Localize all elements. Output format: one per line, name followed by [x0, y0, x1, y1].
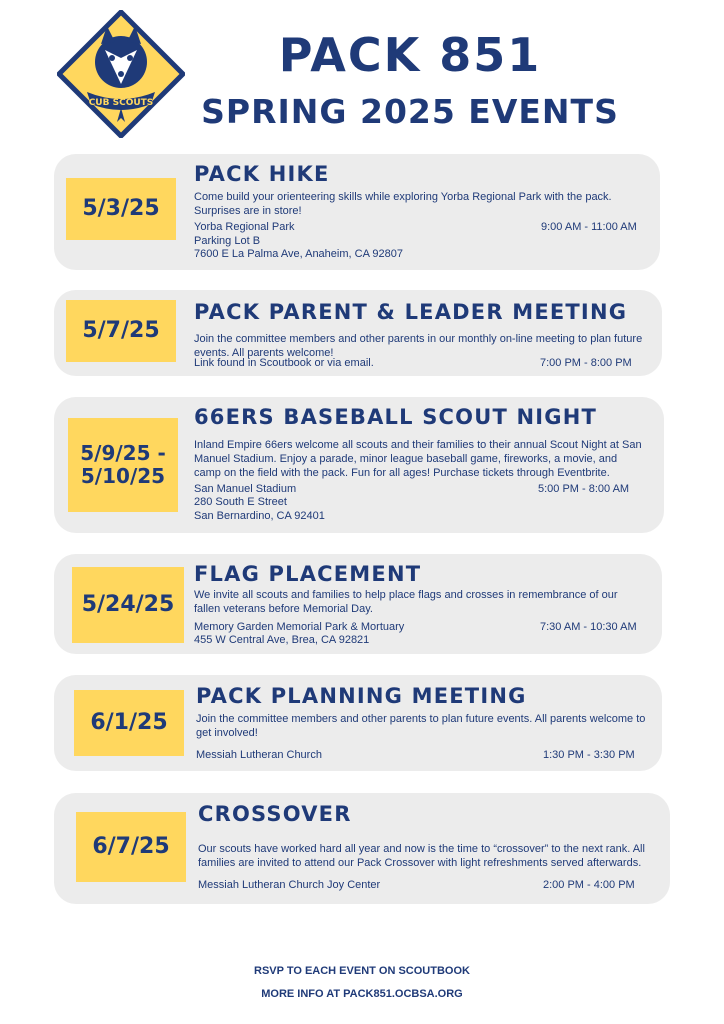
event-date: 6/7/25 [76, 812, 186, 882]
event-location: Yorba Regional Park [194, 221, 295, 233]
event-time: 7:00 PM - 8:00 PM [540, 357, 632, 369]
event-time: 7:30 AM - 10:30 AM [540, 621, 637, 633]
event-title: PACK PLANNING MEETING [196, 684, 527, 708]
event-time: 1:30 PM - 3:30 PM [543, 749, 635, 761]
event-description: Join the committee members and other parents in our monthly on-line meeting to plan future events. All parents welcome! [194, 333, 643, 359]
event-address-line: 280 South E Street [194, 496, 287, 508]
event-description: Join the committee members and other parents to plan future events. All parents welcome to get involved! [196, 713, 646, 739]
event-time: 5:00 PM - 8:00 AM [538, 483, 630, 495]
event-title: FLAG PLACEMENT [194, 562, 422, 586]
event-date: 5/9/25 - 5/10/25 [68, 418, 178, 512]
event-location: Messiah Lutheran Church Joy Center [198, 879, 381, 891]
event-title: PACK PARENT & LEADER MEETING [194, 300, 628, 324]
event-location: Messiah Lutheran Church [196, 749, 322, 761]
cub-scouts-logo [57, 10, 185, 138]
event-title: PACK HIKE [194, 162, 330, 186]
event-date: 5/24/25 [72, 567, 184, 643]
event-description: We invite all scouts and families to help place flags and crosses in remembrance of our fallen veterans before Memorial Day. [194, 589, 618, 615]
event-location: Memory Garden Memorial Park & Mortuary [194, 621, 405, 633]
event-location: Link found in Scoutbook or via email. [194, 357, 374, 369]
event-address-line: Parking Lot B [194, 235, 261, 247]
event-address-line: 7600 E La Palma Ave, Anaheim, CA 92807 [194, 248, 403, 260]
event-title: CROSSOVER [198, 802, 352, 826]
event-location: San Manuel Stadium [194, 483, 297, 495]
event-date: 6/1/25 [74, 690, 184, 756]
event-time: 2:00 PM - 4:00 PM [543, 879, 635, 891]
event-date: 5/3/25 [66, 178, 176, 240]
event-description: Come build your orienteering skills while exploring Yorba Regional Park with the pack. Surprises are in store! [194, 191, 612, 217]
footer-rsvp: RSVP TO EACH EVENT ON SCOUTBOOK [254, 965, 470, 977]
svg-text:CUB SCOUTS: CUB SCOUTS [88, 98, 154, 108]
event-title: 66ERS BASEBALL SCOUT NIGHT [194, 405, 598, 429]
event-description: Our scouts have worked hard all year and now is the time to “crossover” to the next rank. All families are invited to attend our Pack Crossover with light refreshments served afterwards. [198, 843, 645, 869]
event-address-line: San Bernardino, CA 92401 [194, 510, 325, 522]
event-address-line: 455 W Central Ave, Brea, CA 92821 [194, 634, 370, 646]
event-description: Inland Empire 66ers welcome all scouts and their families to their annual Scout Night at San Manuel Stadium. Enjoy a parade, minor league baseball game, fireworks, a movie, and camp on the field with the pack. Fun for all ages! Purchase tickets through Eventbrite. [194, 439, 642, 479]
footer-more-info: MORE INFO AT PACK851.OCBSA.ORG [261, 988, 463, 1000]
event-date: 5/7/25 [66, 300, 176, 362]
page-title: PACK 851 [278, 28, 542, 82]
page-subtitle: SPRING 2025 EVENTS [201, 92, 619, 131]
event-time: 9:00 AM - 11:00 AM [541, 221, 637, 233]
